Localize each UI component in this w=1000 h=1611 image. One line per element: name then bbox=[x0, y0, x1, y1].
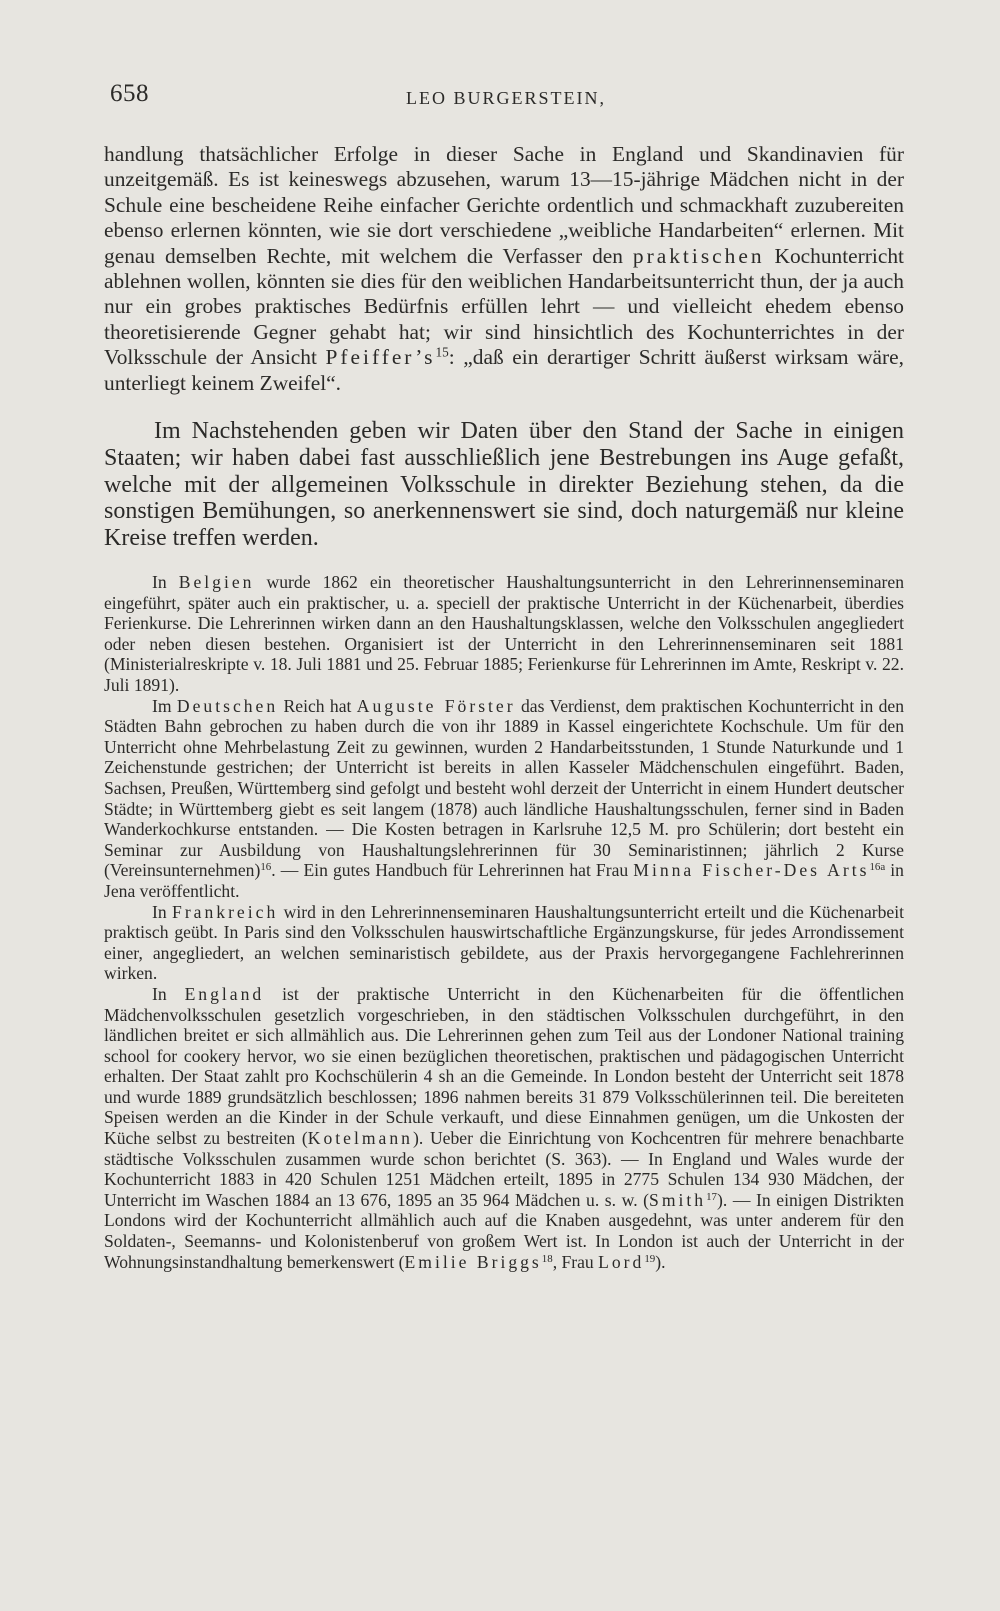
footnote-ref: 19 bbox=[644, 1252, 656, 1265]
page-number: 658 bbox=[110, 80, 149, 107]
person-name: Smith bbox=[649, 1189, 707, 1210]
footnote-ref: 18 bbox=[541, 1252, 553, 1265]
footnote-ref: 17 bbox=[706, 1190, 717, 1203]
paragraph-2: Im Nachstehenden geben wir Daten über den Stand der Sache in einigen Staaten; wir haben dabei fast ausschließlich jene Bestrebungen ins Auge gefaßt, welche mit der allgemeinen Volksschule in direkter Beziehung stehen, da die sonstigen Bemühungen, so anerkennenswert sie sind, doch naturgemäß nur kleine Kreise treffen werden. bbox=[104, 418, 904, 552]
page-header bbox=[110, 80, 900, 112]
country-name: Frankreich bbox=[172, 901, 279, 922]
person-name: Auguste Förster bbox=[356, 695, 516, 716]
footnote-ref: 15 bbox=[435, 344, 449, 360]
text-run: wurde 1862 ein theoretischer Haushaltungsunterricht in den Lehrerinnenseminaren eingeführt, später auch ein praktischer, u. a. speciell der praktische Unterricht in der Küchenarbeit, überdies Ferienkurse. Die Lehrerinnen wirken dann an den Haushaltungsklassen, welche den Volksschulen angegliedert oder neben diesen bestehen. Organisiert ist der Unterricht in den Lehrerinnenseminaren seit 1881 (Ministerialreskripte v. 18. Juli 1881 und 25. Februar 1885; Ferienkurse für Lehrerinnen im Amte, Reskript v. 22. Juli 1891). bbox=[104, 572, 905, 696]
text-run: Im bbox=[152, 695, 177, 716]
country-name: Deutschen bbox=[176, 695, 279, 716]
paragraph-1 bbox=[104, 142, 904, 396]
text-run: handlung thatsächlicher Erfolge in dieser Sache in England und Skandinavien für unzeitgemäß. Es ist keineswegs abzusehen, warum 13—15-jährige Mädchen nicht in der Schule eine bescheidene Reihe einfacher Gerichte ordentlich und schmackhaft zuzubereiten ebenso erlernen könnten, wie sie dort verschiedene „weibliche Handarbeiten“ erlernen. Mit genau demselben Rechte, mit welchem die Verfasser den bbox=[104, 142, 904, 268]
paragraph-england bbox=[104, 984, 904, 1272]
person-name: Kotelmann bbox=[307, 1128, 413, 1149]
text-run: : „daß ein derartiger Schritt äußerst wirksam wäre, unterliegt keinem Zweifel“. bbox=[104, 345, 904, 395]
person-name: Minna Fischer-Des Arts bbox=[633, 860, 870, 881]
text-run: In bbox=[152, 901, 173, 922]
country-name: Belgien bbox=[178, 572, 255, 593]
person-name: Lord bbox=[598, 1251, 645, 1272]
text-run: Kochunterricht ablehnen wollen, könnten sie dies für den weiblichen Handarbeitsunterricht thun, der ja auch nur ein grobes praktisches Bedürfnis erfüllen lehrt — und vielleicht ehedem ebenso theoretisierende Gegner gehabt hat; wir sind hinsichtlich des Kochunterrichtes in der Volksschule der Ansicht bbox=[104, 243, 904, 370]
spaced-term: praktischen bbox=[632, 243, 765, 268]
text-run: In bbox=[152, 572, 179, 593]
running-head: LEO BURGERSTEIN, bbox=[406, 88, 606, 108]
footnote-ref: 16 bbox=[260, 861, 272, 874]
text-run: wird in den Lehrerinnenseminaren Haushaltungsunterricht erteilt und die Küchenarbeit praktisch geübt. In Paris sind den Volksschulen hauswirtschaftliche Ergänzungskurse, für jedes Arrondissement einer, angegliedert, an welchen seminaristisch gebildete, aus der Praxis hervorgegangene Fachlehrerinnen wirken. bbox=[104, 901, 904, 984]
paragraph-deutsches-reich bbox=[104, 696, 904, 902]
text-run: ). bbox=[655, 1251, 666, 1272]
text-run: Reich hat bbox=[278, 695, 357, 716]
person-name: Emilie Briggs bbox=[404, 1251, 542, 1272]
footnote-ref: 16a bbox=[869, 861, 886, 874]
text-run: ). — In einigen Distrikten Londons wird der Kochunterricht allmählich auch auf die Knaben ausgedehnt, was unter anderem für den Soldaten-, Seemanns- und Kolonistenberuf von großem Wert ist. In London ist auch der Unterricht in der Wohnungsinstandhaltung bemerkenswert ( bbox=[104, 1189, 904, 1272]
text-run: das Verdienst, dem praktischen Kochunterricht in den Städten Bahn gebrochen zu haben durch die von ihr 1889 in Kassel eingerichtete Kochschule. Um für den Unterricht ohne Mehrbelastung Zeit zu gewinnen, wurden 2 Handarbeitsstunden, 1 Stunde Naturkunde und 1 Zeichenstunde gestrichen; der Unterricht ist bereits in allen Kasseler Mädchenschulen eingeführt. Baden, Sachsen, Preußen, Württemberg sind gefolgt und besteht wohl derzeit der Unterricht in einem Hundert deutscher Städte; in Württemberg giebt es seit langem (1878) auch ländliche Haushaltungsschulen, ferner sind in Baden Wanderkochkurse entstanden. — Die Kosten betragen in Karlsruhe 12,5 M. pro Schülerin; dort besteht ein Seminar zur Ausbildung von Haushaltungslehrerinnen für 30 Seminaristinnen; jährlich 2 Kurse (Vereinsunternehmen) bbox=[104, 695, 905, 881]
text-run: In bbox=[152, 983, 185, 1004]
text-run: ist der praktische Unterricht in den Küchenarbeiten für die öffentlichen Mädchenvolksschulen gesetzlich vorgeschrieben, in den städtischen Volksschulen durchgeführt, in den ländlichen breitet er sich allmählich aus. Die Lehrerinnen gehen zum Teil aus der Londoner National training school for cookery hervor, wo sie einen bezüglichen theoretischen, praktischen und pädagogischen Unterricht erhalten. Der Staat zahlt pro Kochschülerin 4 sh an die Gemeinde. In London besteht der Unterricht seit 1878 und wurde 1889 grundsätzlich beschlossen; 1896 nahmen bereits 31 879 Volksschülerinnen teil. Die bereiteten Speisen werden an die Kinder in der Schule verkauft, und diese Einnahmen genügen, um die Unkosten der Küche selbst zu bestreiten ( bbox=[104, 983, 904, 1149]
text-run: ). Ueber die Einrichtung von Kochcentren für mehrere benachbarte städtische Volksschulen zusammen wurde schon berichtet (S. 363). — In England und Wales wurde der Kochunterricht 1883 in 420 Schulen 1251 Mädchen erteilt, 1895 in 2775 Schulen 134 930 Mädchen, der Unterricht im Waschen 1884 an 13 676, 1895 an 35 964 Mädchen u. s. w. ( bbox=[104, 1128, 904, 1210]
text-run: , Frau bbox=[552, 1251, 599, 1272]
country-name: England bbox=[184, 983, 265, 1004]
paragraph-frankreich bbox=[104, 902, 904, 984]
body-text bbox=[104, 142, 904, 1272]
text-run: . — Ein gutes Handbuch für Lehrerinnen hat Frau bbox=[271, 860, 634, 881]
paragraph-belgien bbox=[104, 572, 904, 696]
author-name: Pfeiffer’s bbox=[325, 345, 436, 370]
text-run: in Jena veröffentlicht. bbox=[104, 860, 904, 901]
